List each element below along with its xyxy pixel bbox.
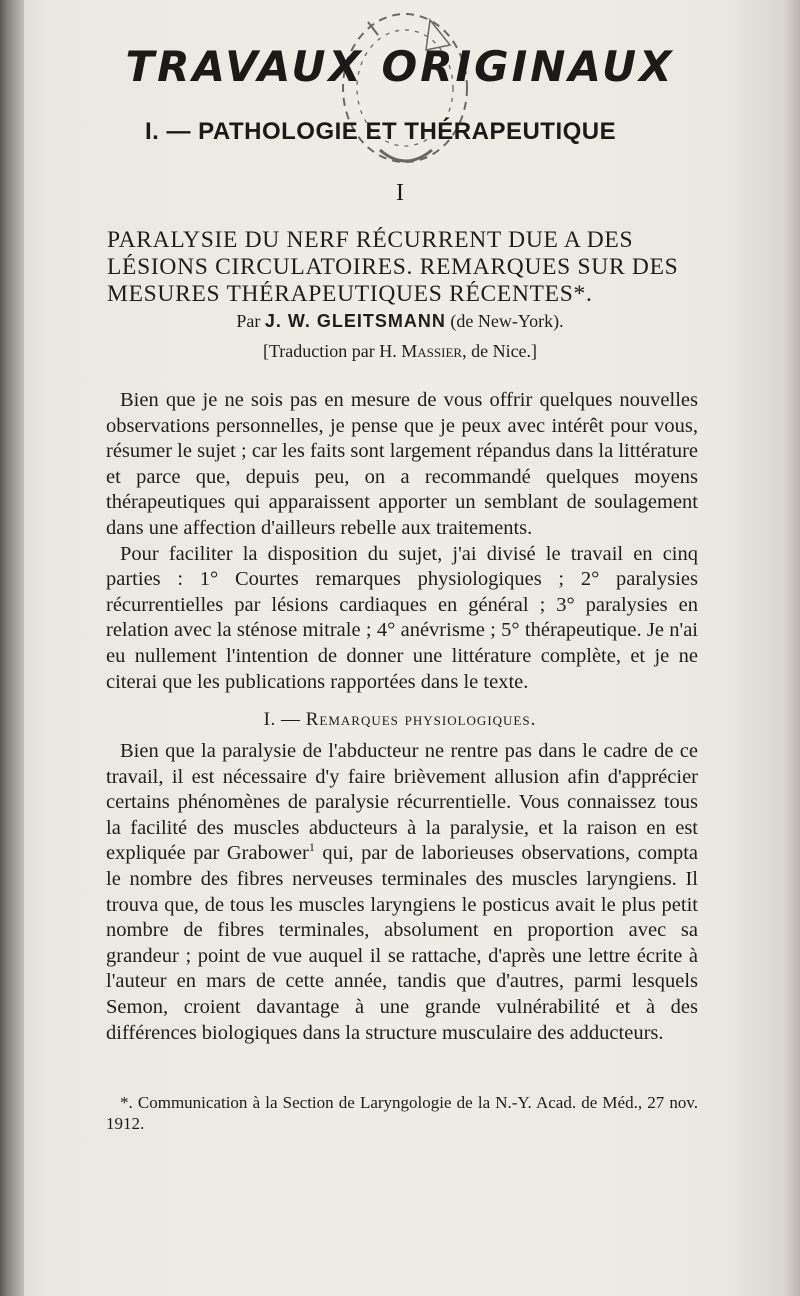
intro-paragraphs (106, 388, 698, 695)
physiology-section (106, 739, 698, 1046)
byline (0, 311, 800, 332)
article-title-line: PARALYSIE DU NERF RÉCURRENT DUE A DES (107, 227, 634, 253)
translation-suffix: , de Nice.] (462, 341, 538, 361)
translation-credit (0, 341, 800, 362)
subsection-heading (0, 709, 800, 731)
author-name: J. W. GLEITSMANN (264, 311, 446, 331)
article-title-line: MESURES THÉRAPEUTIQUES RÉCENTES*. (107, 281, 593, 307)
translator-name: Massier (401, 341, 463, 361)
library-stamp-seal (330, 0, 480, 182)
article-title (107, 227, 699, 308)
body-paragraph: Bien que je ne sois pas en mesure de vous offrir quelques nouvelles observations personnelles, je pense que je peux avec intérêt pour vous, résumer le sujet ; car les faits sont largement répandus dans la littérature et parce que, depuis peu, on a recommandé quelques moyens thérapeutiques qui apparaissent apporter un semblant de soulagement dans une affection d'ailleurs rebelle aux traitements. (106, 389, 698, 539)
translation-prefix: [Traduction par H. (262, 341, 397, 361)
journal-section-header: TRAVAUX ORIGINAUX (125, 42, 675, 91)
subsection-number: I. — (263, 709, 301, 730)
article-title-line: LÉSIONS CIRCULATOIRES. REMARQUES SUR DES (107, 254, 679, 280)
article-number: I (396, 180, 404, 206)
footnote-reference: 1 (308, 840, 315, 855)
body-paragraph-text: Bien que la paralysie de l'abducteur ne rentre pas dans le cadre de ce travail, il est nécessaire d'y faire brièvement allusion afin d'apprécier certains phénomènes de paralysie récurrentielle. Vous connaissez tous la facilité des muscles abducteurs à la paralysie, et la raison en est expliquée par Grabower (106, 740, 698, 865)
body-paragraph-text: qui, par de laborieuses observations, compta le nombre des fibres nerveuses terminales des muscles laryngiens. Il trouva que, de tous les muscles laryngiens le posticus avait le plus petit nombre de fibres terminales, absolument en proportion avec sa grandeur ; point de vue auquel il se rattache, d'après une lettre écrite à l'auteur en mars de cette année, tandis que d'autres, parmi lesquels Semon, croient davantage à une grande vulnérabilité et à des différences biologiques dans la structure musculaire des adducteurs. (106, 842, 698, 1044)
body-paragraph (106, 739, 698, 1046)
section-title: I. — PATHOLOGIE ET THÉRAPEUTIQUE (145, 118, 617, 145)
byline-prefix: Par (236, 311, 261, 331)
footnote: *. Communication à la Section de Laryngologie de la N.-Y. Acad. de Méd., 27 nov. 1912. (106, 1093, 698, 1133)
author-location: (de New-York). (450, 311, 564, 331)
body-paragraph: Pour faciliter la disposition du sujet, j'ai divisé le travail en cinq parties : 1° Courtes remarques physiologiques ; 2° paralysies récurrentielles par lésions cardiaques en général ; 3° paralysies en relation avec la sténose mitrale ; 4° anévrisme ; 5° thérapeutique. Je n'ai eu nullement l'intention de donner une littérature complète, et je ne citerai que les publications rapportées dans le texte. (106, 542, 698, 693)
subsection-title: Remarques physiologiques. (305, 709, 537, 730)
